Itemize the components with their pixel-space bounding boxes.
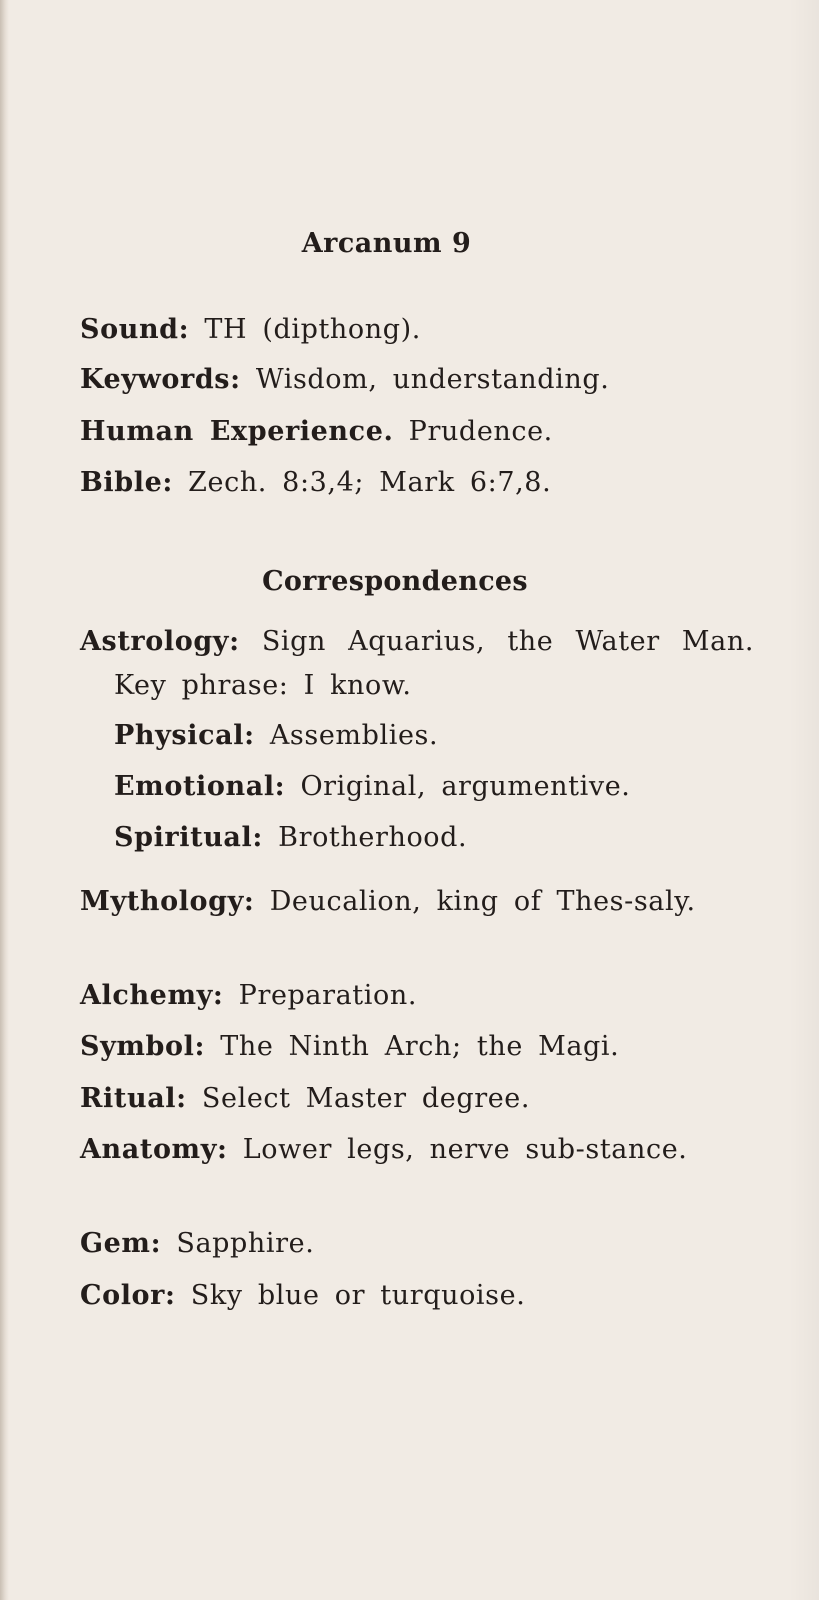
- entry-text: Original, argumentive.: [300, 771, 631, 802]
- entry-text: The Ninth Arch; the Magi.: [220, 1031, 620, 1062]
- entry-astrology-emotional: [114, 765, 630, 809]
- entry-astrology-physical: [114, 714, 438, 758]
- entry-text: Zech. 8:3,4; Mark 6:7,8.: [188, 467, 552, 498]
- page-shade: [789, 0, 819, 1600]
- entry-keywords: [80, 358, 609, 402]
- entry-label: Spiritual:: [114, 822, 263, 853]
- entry-gem: [80, 1222, 314, 1266]
- entry-symbol: [80, 1025, 619, 1069]
- entry-text: Sign Aquarius, the Water Man. Key phrase: I know.: [114, 626, 755, 701]
- entry-text: Sapphire.: [176, 1228, 315, 1259]
- entry-label: Gem:: [80, 1228, 162, 1259]
- entry-text: Select Master degree.: [201, 1083, 531, 1114]
- entry-text: Sky blue or turquoise.: [190, 1280, 526, 1311]
- entry-label: Alchemy:: [80, 980, 224, 1011]
- entry-label: Anatomy:: [80, 1134, 228, 1165]
- entry-text: Prudence.: [408, 416, 553, 447]
- entry-label: Human Experience.: [80, 416, 394, 447]
- entry-text: Deucalion, king of Thes-saly.: [269, 886, 696, 917]
- entry-label: Bible:: [80, 467, 173, 498]
- entry-anatomy: [80, 1128, 754, 1172]
- entry-label: Ritual:: [80, 1083, 187, 1114]
- entry-label: Sound:: [80, 314, 190, 345]
- entry-label: Symbol:: [80, 1031, 206, 1062]
- entry-text: TH (dipthong).: [204, 314, 421, 345]
- entry-text: Preparation.: [238, 980, 418, 1011]
- entry-text: Assemblies.: [269, 720, 439, 751]
- entry-label: Astrology:: [80, 626, 240, 657]
- entry-label: Color:: [80, 1280, 176, 1311]
- page-title: Arcanum 9: [301, 228, 472, 259]
- correspondences-heading: Correspondences: [262, 566, 528, 597]
- entry-text: Wisdom, understanding.: [255, 364, 610, 395]
- entry-alchemy: [80, 974, 417, 1018]
- entry-astrology-spiritual: [114, 816, 467, 860]
- entry-text: Lower legs, nerve sub-stance.: [242, 1134, 688, 1165]
- entry-bible: [80, 461, 551, 505]
- entry-sound: [80, 308, 421, 352]
- entry-text: Brotherhood.: [278, 822, 468, 853]
- entry-color: [80, 1274, 525, 1318]
- entry-label: Physical:: [114, 720, 255, 751]
- entry-ritual: [80, 1077, 530, 1121]
- entry-mythology: [80, 880, 754, 924]
- entry-label: Mythology:: [80, 886, 255, 917]
- entry-label: Keywords:: [80, 364, 241, 395]
- entry-human-experience: [80, 410, 553, 454]
- entry-label: Emotional:: [114, 771, 286, 802]
- entry-astrology: [80, 620, 754, 708]
